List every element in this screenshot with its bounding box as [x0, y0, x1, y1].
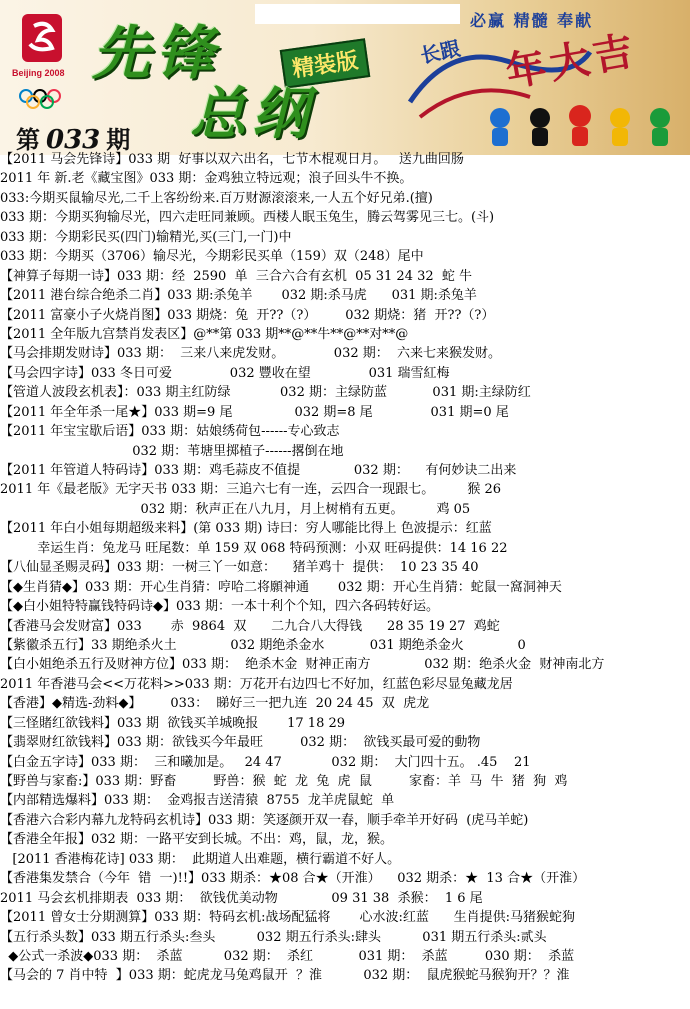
banner-title-line2: 总纲	[190, 82, 314, 147]
text-line: 【白金五字诗】033 期： 三和曦加是。 24 47 032 期： 大门四十五。 .45 21	[0, 754, 531, 770]
text-line: 【内部精选爆料】033 期： 金鸡报吉送清猿 8755 龙羊虎鼠蛇 单	[0, 793, 395, 809]
text-line: 【香港马会发财富】033 赤 9864 双 二九合八大得钱 28 35 19 27 鸡蛇	[0, 618, 500, 634]
text-line: 【◆白小姐特特赢钱特码诗◆】033 期：一本十利个个知，四六各码转好运。	[0, 599, 439, 615]
text-line: 【五行杀头数】033 期五行杀头:叁头 032 期五行杀头:肆头 031 期五行杀头:贰头	[0, 929, 547, 945]
text-line: 【2011 年全年杀一尾★】033 期=9 尾 032 期=8 尾 031 期=0 尾	[0, 404, 509, 420]
text-line: 【翡翠财红欲钱料】033 期：欲钱买今年最旺 032 期： 欲钱买最可爱的動物	[0, 735, 481, 751]
text-line: 033:今期买鼠输尽光,二千上客纷纷来.百万财源滚滚来,一人五个好兄弟.(擅)	[0, 190, 433, 206]
text-line: 【八仙显圣赐灵码】033 期：一树三丫一如意： 猪羊鸡十 提供： 10 23 35 40	[0, 560, 479, 576]
text-line: 【马会四字诗】033 冬日可爱 032 豐收在望 031 瑞雪紅梅	[0, 365, 450, 381]
text-line: 【香港六合彩内幕九龙特码玄机诗】033 期：笑逐颜开双一春，顺手牵羊开好码 (虎马羊蛇)	[0, 812, 529, 828]
text-line: 033 期：今期买（3706）输尽光，今期彩民买单（159）双（248）尾中	[0, 249, 424, 265]
text-line: 【神算子每期一诗】033 期：经 2590 单 三合六合有玄机 05 31 24 32 蛇 牛	[0, 268, 473, 284]
text-line: 【紫徽杀五行】33 期绝杀火土 032 期绝杀金水 031 期绝杀金火 0	[0, 637, 526, 653]
text-line: 033 期：今期买狗输尽光，四六走旺同兼顾。西楼人眠玉兔生，腾云驾雾见三七。(斗)	[0, 210, 495, 226]
banner-title-line1: 先锋	[92, 19, 221, 87]
text-line: 【香港】◆精选-劲料◆】 033： 睇好三一把九连 20 24 45 双 虎龙	[0, 696, 430, 712]
text-line: 【2011 年宝宝歇后语】033 期：姑娘绣荷包------专心致志	[0, 424, 340, 440]
banner-subslogan: 长跟	[418, 36, 463, 68]
banner-big-year: 年大吉	[502, 27, 641, 97]
text-line: 2011 年 新.老《藏宝图》033 期：金鸡独立特远观；浪子回头牛不换。	[0, 171, 413, 187]
text-line: 【2011 曾女士分期测算】033 期：特码玄机:战场配猛将 心水波:红蓝 生肖提供:马猪猴蛇狗	[0, 910, 576, 926]
text-line: 【2011 港台综合绝杀二肖】033 期:杀兔羊 032 期:杀马虎 031 期:杀兔羊	[0, 288, 477, 304]
text-line: 032 期：苇塘里掷植子------撂倒在地	[0, 443, 344, 459]
edition-badge: 精装版	[280, 38, 371, 89]
banner-slogan: 必赢 精髓 奉献	[470, 11, 594, 30]
text-line: 033 期：今期彩民买(四门)输精光,买(三门,一门)中	[0, 229, 292, 245]
text-line: 【香港全年报】032 期：一路平安到长城。不出：鸡，鼠，龙，猴。	[0, 832, 393, 848]
text-line: ◆公式一杀波◆033 期： 杀蓝 032 期： 杀红 031 期： 杀蓝 030 期： 杀蓝	[0, 948, 575, 964]
prediction-list	[0, 150, 690, 986]
beijing-olympic-logo	[10, 10, 80, 110]
text-line: 【2011 富豪小子火烧肖图】033 期烧：兔 开??（?） 032 期烧：猪 开??（?）	[0, 307, 495, 323]
text-line: 【2011 年白小姐每期超级来料】(第 033 期) 诗曰：穷人哪能比得上 色波提示：红蓝	[0, 521, 492, 537]
text-line: 【管道人波段玄机表】：033 期主红防绿 032 期：主绿防蓝 031 期:主绿防红	[0, 385, 531, 401]
mascots-illustration	[480, 100, 680, 150]
text-line: 【2011 马会先锋诗】033 期 好事以双六出名，七节木棍观日月。 送九曲回肠	[0, 152, 464, 167]
text-line: 【白小姐绝杀五行及财神方位】033 期： 绝杀木金 财神正南方 032 期：绝杀火金 财神南北方	[0, 657, 605, 673]
text-line: 【马会排期发财诗】033 期： 三来八来虎发财。 032 期： 六来七来猴发财。	[0, 346, 502, 362]
text-line: 幸运生肖：兔龙马 旺尾数：单 159 双 068 特码预测：小双 旺码提供：14 16 22	[0, 540, 508, 556]
header-banner	[0, 0, 690, 155]
text-line: 【马会的 7 肖中特 】033 期：蛇虎龙马兔鸡鼠开 ？淮 032 期： 鼠虎猴蛇马猴狗开？？淮	[0, 968, 570, 984]
text-line: 【三怪賭红欲钱料】033 期 欲钱买羊城晚报 17 18 29	[0, 715, 346, 731]
text-line: 032 期：秋声正在八九月，月上树梢有五更。 鸡 05	[0, 501, 471, 517]
olympic-text: Beijing 2008	[12, 68, 65, 78]
banner-blank-box	[255, 4, 460, 24]
text-line: 2011 年《最老版》无字天书 033 期：三追六七有一连，云四合一现跟七。 猴 26	[0, 482, 502, 498]
text-line: 【◆生肖猜◆】033 期：开心生肖猜：哼哈二将願神通 032 期：开心生肖猜：蛇鼠一窩洞神天	[0, 579, 562, 595]
text-line: 2011 年香港马会<<万花料>>033 期：万花开右边四七不好加，红蓝色彩尽显兔藏龙居	[0, 676, 513, 692]
issue-number: 033	[46, 125, 101, 155]
text-line: 【2011 全年版九宫禁肖发表区】@**第 033 期**@**牛**@**对**@	[0, 326, 409, 342]
text-line: 2011 马会玄机排期表 033 期： 欲钱优美动物 09 31 38 杀猴： 1 6 尾	[0, 890, 483, 906]
text-line: 【野兽与家畜:】033 期：野畜 野兽：猴 蛇 龙 兔 虎 鼠 家畜：羊 马 牛 猪 狗 鸡	[0, 774, 568, 789]
text-line: 【2011 年管道人特码诗】033 期：鸡毛蒜皮不值提 032 期： 有何妙诀二出来	[0, 463, 517, 478]
issue-prefix: 第	[16, 125, 40, 154]
issue-suffix: 期	[106, 125, 131, 154]
text-line: [2011 香港梅花诗] 033 期： 此期道人出难题，横行霸道不好人。	[0, 851, 401, 867]
text-line: 【香港集发禁合（今年 错 一)!!】033 期杀：★08 合★（开淮） 032 期杀：★ 13 合★（开淮）	[0, 871, 586, 887]
